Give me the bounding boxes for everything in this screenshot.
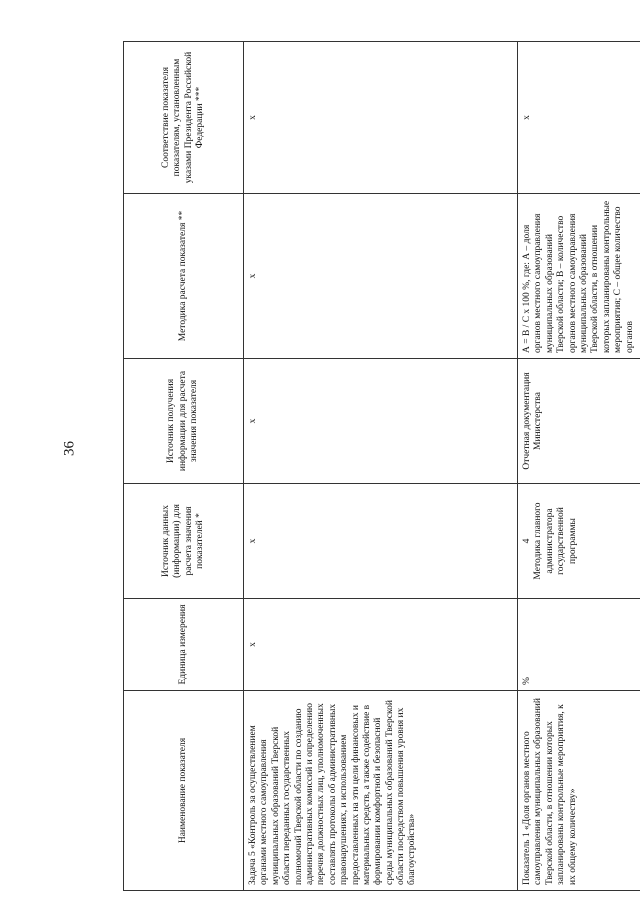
table-header-row [124,42,244,891]
indicator-table-wrapper [123,42,635,891]
table-row [244,42,518,891]
indicator-table [123,41,640,891]
cell-conformity: х [244,42,518,194]
page-number: 36 [61,441,78,456]
cell-unit: х [244,599,518,691]
header-method: Методика расчета показателя ** [124,194,244,359]
header-conformity: Соответствие показателя показателям, установленным указами Президента Российской Федерации *** [124,42,244,194]
cell-method: А = В / С х 100 %, где: А – доля органов местного самоуправления муниципальных образований Тверской области; В – количество органов местного самоуправления муниципальных образований Тверской области, в отношении которых запланированы контрольные мероприятия; С – общее количество органов [518,194,640,359]
cell-indicator-name: Показатель 1 «Доля органов местного самоуправления муниципальных образований Тверской области, в отношении которых запланированы контрольные мероприятия, к их общему количеству» [518,691,640,891]
cell-indicator-name: Задача 5 «Контроль за осуществлением органами местного самоуправления муниципальных образований Тверской области переданных государственных полномочий Тверской области по созданию административных комиссий и определению перечня должностных лиц, уполномоченных составлять протоколы об административных правонарушениях, и использованием предоставленных на эти цели финансовых и материальных средств, а также содействие в формировании комфортной и безопасной среды муниципальных образований Тверской области посредством повышения уровня их благоустройства» [244,691,518,891]
cell-info-source: х [244,359,518,484]
data-source-text: Методика главного администратора государственной программы [533,502,578,580]
cell-conformity: х [518,42,640,194]
cell-unit: % [518,599,640,691]
header-info-source: Источник получения информации для расчета значения показателя [124,359,244,484]
header-unit: Единица измерения [124,599,244,691]
table-row [518,42,640,891]
cell-data-source [518,484,640,599]
cell-data-source: х [244,484,518,599]
header-data-source: Источник данных (информации) для расчета значения показателей * [124,484,244,599]
header-indicator-name: Наименование показателя [124,691,244,891]
cell-info-source: Отчетная документация Министерства [518,359,640,484]
column-number: 4 [522,538,532,544]
cell-method: х [244,194,518,359]
